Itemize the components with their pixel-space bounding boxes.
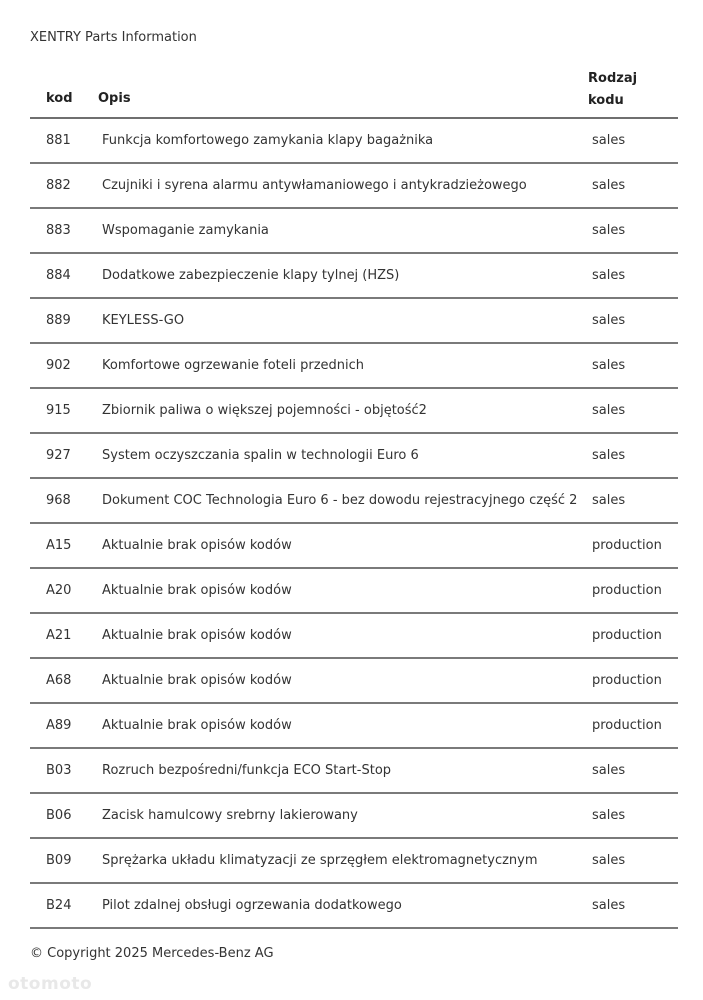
table-row	[30, 254, 678, 299]
cell-kod: B06	[46, 808, 72, 823]
cell-opis: Zacisk hamulcowy srebrny lakierowany	[102, 808, 358, 823]
cell-kod: B24	[46, 898, 72, 913]
cell-opis: System oczyszczania spalin w technologii Euro 6	[102, 448, 419, 463]
cell-opis: Zbiornik paliwa o większej pojemności - objętość2	[102, 403, 427, 418]
watermark-logo: otomoto	[8, 974, 93, 994]
cell-kod: A68	[46, 673, 72, 688]
table-row	[30, 749, 678, 794]
cell-opis: Dokument COC Technologia Euro 6 - bez dowodu rejestracyjnego część 2	[102, 493, 578, 508]
cell-rodzaj-kodu: production	[592, 628, 662, 643]
cell-rodzaj-kodu: sales	[592, 898, 626, 913]
cell-rodzaj-kodu: production	[592, 538, 662, 553]
table-body	[30, 119, 678, 929]
header-opis: Opis	[98, 91, 131, 106]
table-row	[30, 164, 678, 209]
cell-rodzaj-kodu: sales	[592, 358, 626, 373]
cell-opis: Dodatkowe zabezpieczenie klapy tylnej (HZS)	[102, 268, 400, 283]
cell-rodzaj-kodu: sales	[592, 403, 626, 418]
cell-kod: 883	[46, 223, 71, 238]
table-row	[30, 884, 678, 929]
cell-rodzaj-kodu: sales	[592, 268, 626, 283]
cell-opis: Aktualnie brak opisów kodów	[102, 628, 292, 643]
cell-opis: Czujniki i syrena alarmu antywłamaniowego i antykradzieżowego	[102, 178, 527, 193]
table-row	[30, 794, 678, 839]
cell-kod: 927	[46, 448, 71, 463]
cell-opis: Aktualnie brak opisów kodów	[102, 538, 292, 553]
parts-table	[30, 62, 678, 929]
cell-opis: Rozruch bezpośredni/funkcja ECO Start-Stop	[102, 763, 392, 778]
cell-kod: 902	[46, 358, 71, 373]
cell-kod: A89	[46, 718, 72, 733]
cell-opis: Pilot zdalnej obsługi ogrzewania dodatkowego	[102, 898, 402, 913]
cell-rodzaj-kodu: sales	[592, 448, 626, 463]
cell-rodzaj-kodu: sales	[592, 808, 626, 823]
table-row	[30, 299, 678, 344]
cell-opis: Funkcja komfortowego zamykania klapy bagażnika	[102, 133, 434, 148]
table-row	[30, 389, 678, 434]
cell-kod: A20	[46, 583, 72, 598]
table-row	[30, 704, 678, 749]
header-rodzaj-line1: Rodzaj	[588, 71, 638, 86]
cell-rodzaj-kodu: sales	[592, 763, 626, 778]
cell-opis: Komfortowe ogrzewanie foteli przednich	[102, 358, 365, 373]
table-header	[30, 62, 678, 119]
cell-rodzaj-kodu: production	[592, 673, 662, 688]
table-row	[30, 839, 678, 884]
cell-rodzaj-kodu: sales	[592, 853, 626, 868]
cell-opis: Aktualnie brak opisów kodów	[102, 673, 292, 688]
cell-kod: A15	[46, 538, 72, 553]
cell-rodzaj-kodu: sales	[592, 133, 626, 148]
table-row	[30, 524, 678, 569]
cell-kod: A21	[46, 628, 72, 643]
cell-rodzaj-kodu: sales	[592, 178, 626, 193]
table-row	[30, 434, 678, 479]
cell-opis: Sprężarka układu klimatyzacji ze sprzęgłem elektromagnetycznym	[102, 853, 538, 868]
cell-kod: B09	[46, 853, 72, 868]
cell-kod: 882	[46, 178, 71, 193]
cell-kod: B03	[46, 763, 72, 778]
cell-rodzaj-kodu: sales	[592, 223, 626, 238]
copyright-footer: © Copyright 2025 Mercedes-Benz AG	[30, 946, 274, 961]
document-title: XENTRY Parts Information	[30, 30, 197, 45]
cell-kod: 889	[46, 313, 71, 328]
table-row	[30, 209, 678, 254]
cell-kod: 915	[46, 403, 71, 418]
table-row	[30, 344, 678, 389]
cell-kod: 884	[46, 268, 71, 283]
table-row	[30, 614, 678, 659]
header-rodzaj-kodu	[588, 68, 637, 112]
table-row	[30, 479, 678, 524]
header-rodzaj-line2: kodu	[588, 93, 624, 108]
cell-rodzaj-kodu: production	[592, 583, 662, 598]
table-row	[30, 119, 678, 164]
cell-opis: Aktualnie brak opisów kodów	[102, 718, 292, 733]
cell-opis: KEYLESS-GO	[102, 313, 185, 328]
cell-kod: 881	[46, 133, 71, 148]
header-kod: kod	[46, 91, 73, 106]
table-row	[30, 659, 678, 704]
cell-opis: Wspomaganie zamykania	[102, 223, 269, 238]
cell-rodzaj-kodu: production	[592, 718, 662, 733]
cell-kod: 968	[46, 493, 71, 508]
cell-rodzaj-kodu: sales	[592, 313, 626, 328]
cell-opis: Aktualnie brak opisów kodów	[102, 583, 292, 598]
cell-rodzaj-kodu: sales	[592, 493, 626, 508]
table-row	[30, 569, 678, 614]
